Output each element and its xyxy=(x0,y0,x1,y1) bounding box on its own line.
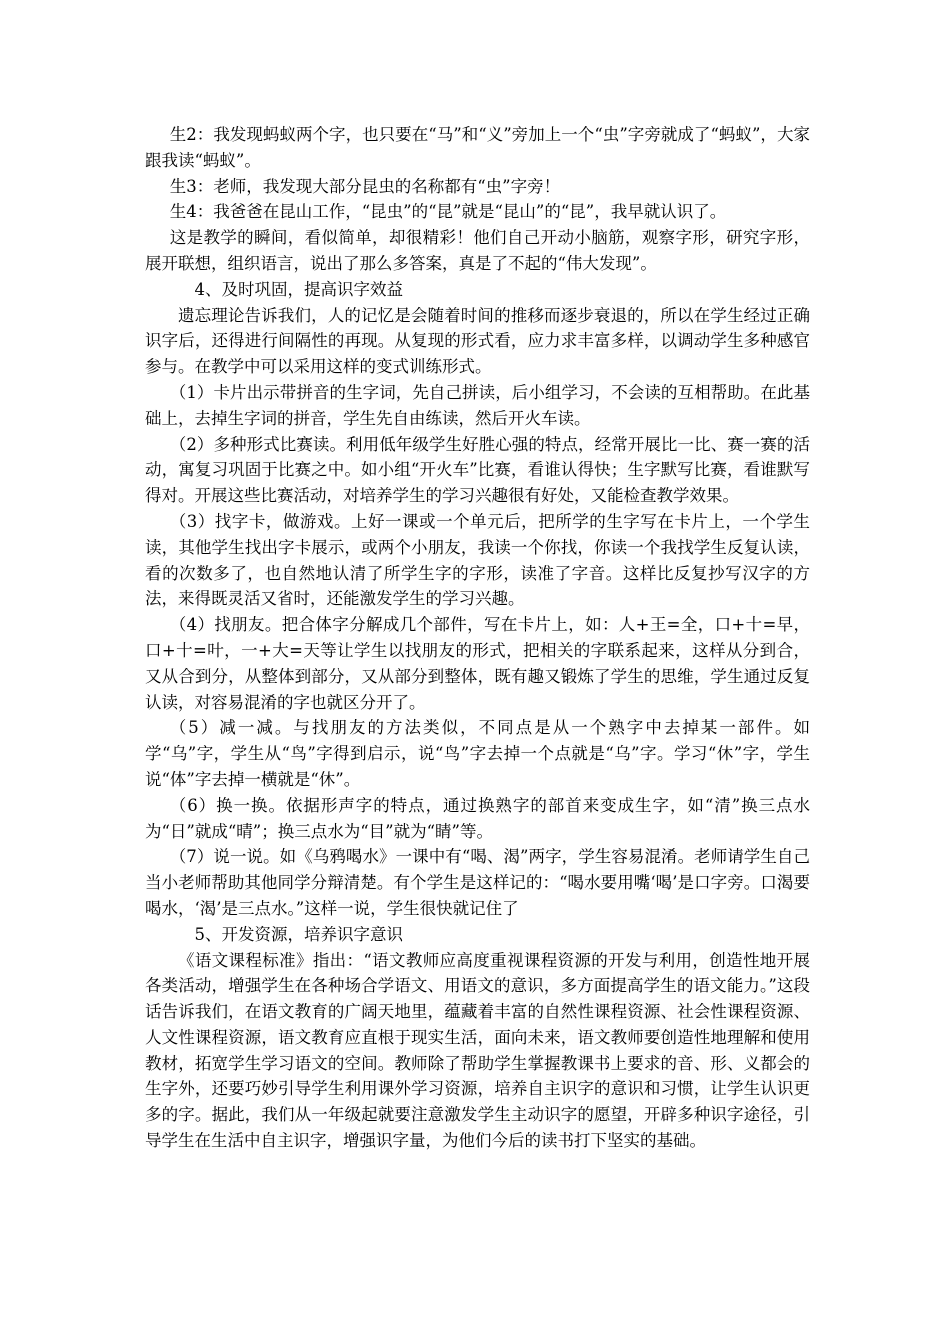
section-heading-4: 4、及时巩固，提高识字效益 xyxy=(194,279,403,299)
list-item-7: （7）说一说。如《乌鸦喝水》一课中有“喝、渴”两字，学生容易混淆。老师请学生自己当小老师帮助其他同学分辩清楚。有个学生是这样记的：“喝水要用嘴‘喝’是口字旁。口渴要喝水，‘渴’是三点水。”这样一说，学生很快就记住了 xyxy=(145,847,810,918)
paragraph-student-4: 生4：我爸爸在昆山工作，“昆虫”的“昆”就是“昆山”的“昆”，我早就认识了。 xyxy=(169,202,727,222)
section-heading-5: 5、开发资源，培养识字意识 xyxy=(194,924,403,944)
list-item-2: （2）多种形式比赛读。利用低年级学生好胜心强的特点，经常开展比一比、赛一赛的活动，寓复习巩固于比赛之中。如小组“开火车”比赛，看谁认得快；生字默写比赛，看谁默写得对。开展这些比赛活动，对培养学生的学习兴趣很有好处，又能检查教学效果。 xyxy=(145,434,810,506)
list-item-4: （4）找朋友。把合体字分解成几个部件，写在卡片上，如：人+王=全，口+十=早，口+十=叶，一+大=天等让学生以找朋友的形式，把相关的字联系起来，这样从分到合，又从合到分，从整体到部分，又从部分到整体，既有趣又锻炼了学生的思维，学生通过反复认读，对容易混淆的字也就区分开了。 xyxy=(145,615,810,712)
paragraph-teaching-moment: 这是教学的瞬间，看似简单，却很精彩！他们自己开动小脑筋，观察字形，研究字形，展开联想，组织语言，说出了那么多答案，真是了不起的“伟大发现”。 xyxy=(145,228,810,273)
document-page xyxy=(145,122,810,1154)
list-item-1: （1）卡片出示带拼音的生字词，先自己拼读，后小组学习，不会读的互相帮助。在此基础上，去掉生字词的拼音，学生先自由练读，然后开火车读。 xyxy=(145,382,810,428)
paragraph-student-2: 生2：我发现蚂蚁两个字，也只要在“马”和“义”旁加上一个“虫”字旁就成了“蚂蚁”，大家跟我读“蚂蚁”。 xyxy=(145,125,810,170)
paragraph-forgetting-theory: 遗忘理论告诉我们，人的记忆是会随着时间的推移而逐步衰退的，所以在学生经过正确识字后，还得进行间隔性的再现。从复现的形式看，应力求丰富多样，以调动学生多种感官参与。在教学中可以采用这样的变式训练形式。 xyxy=(145,305,810,377)
list-item-3: （3）找字卡，做游戏。上好一课或一个单元后，把所学的生字写在卡片上，一个学生读，其他学生找出字卡展示，或两个小朋友，我读一个你找，你读一个我找学生反复认读，看的次数多了，也自然地认清了所学生字的字形，读准了字音。这样比反复抄写汉字的方法，来得既灵活又省时，还能激发学生的学习兴趣。 xyxy=(145,511,810,609)
list-item-6: （6）换一换。依据形声字的特点，通过换熟字的部首来变成生字，如“清”换三点水为“日”就成“晴”；换三点水为“目”就为“睛”等。 xyxy=(145,795,810,841)
paragraph-curriculum-standard: 《语文课程标准》指出：“语文教师应高度重视课程资源的开发与利用，创造性地开展各类活动，增强学生在各种场合学语文、用语文的意识，多方面提高学生的语文能力。”这段话告诉我们，在语文教育的广阔天地里，蕴藏着丰富的自然性课程资源、社会性课程资源、人文性课程资源，语文教育应直根于现实生活，面向未来，语文教师要创造性地理解和使用教材，拓宽学生学习语文的空间。教师除了帮助学生掌握教课书上要求的音、形、义都会的生字外，还要巧妙引导学生利用课外学习资源，培养自主识字的意识和习惯，让学生认识更多的字。据此，我们从一年级起就要注意激发学生主动识字的愿望，开辟多种识字途径，引导学生在生活中自主识字，增强识字量，为他们今后的读书打下坚实的基础。 xyxy=(145,950,810,1151)
list-item-5: （5）减一减。与找朋友的方法类似，不同点是从一个熟字中去掉某一部件。如学“乌”字，学生从“鸟”字得到启示，说“鸟”字去掉一个点就是“乌”字。学习“休”字，学生说“体”字去掉一横就是“休”。 xyxy=(145,718,810,789)
paragraph-student-3: 生3：老师，我发现大部分昆虫的名称都有“虫”字旁！ xyxy=(169,176,561,196)
